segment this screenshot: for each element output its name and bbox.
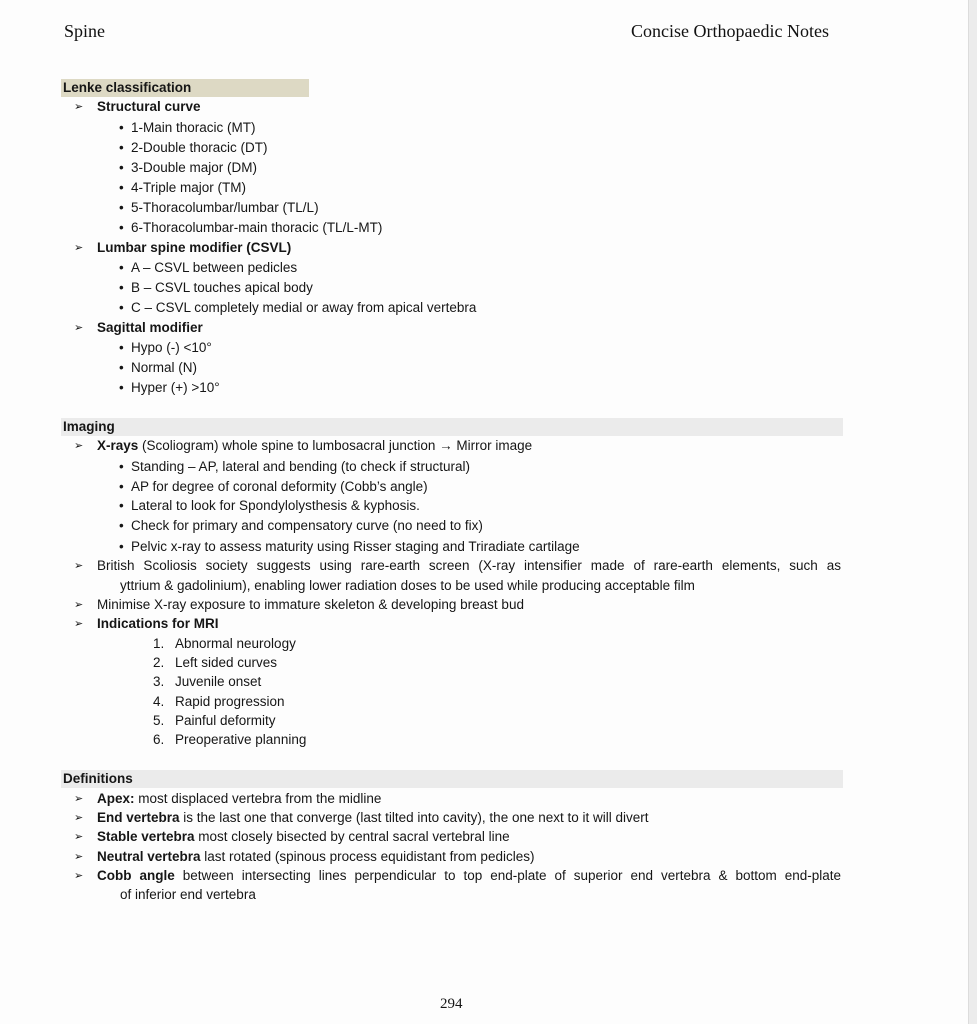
british-scoliosis-line: British Scoliosis society suggests using rare-earth screen (X-ray intensifier made of rare-earth elements, such as xyxy=(97,558,841,573)
arrow-bullet-icon: ➢ xyxy=(74,599,84,611)
list-item: • 3-Double major (DM) xyxy=(119,160,258,175)
bullet-icon: • xyxy=(119,220,124,235)
arrow-bullet-icon: ➢ xyxy=(74,618,84,630)
list-item: • Standing – AP, lateral and bending (to check if structural) xyxy=(119,459,470,474)
bullet-icon: • xyxy=(119,120,124,135)
bullet-icon: • xyxy=(119,459,124,474)
arrow-bullet-icon: ➢ xyxy=(74,242,84,254)
list-item: • Pelvic x-ray to assess maturity using Risser staging and Triradiate cartilage xyxy=(119,539,580,554)
list-item: • B – CSVL touches apical body xyxy=(119,280,313,295)
section-title-imaging: Imaging xyxy=(61,418,843,436)
bullet-icon: • xyxy=(119,360,124,375)
numbered-item: 1. Abnormal neurology xyxy=(153,636,296,651)
list-item: • Lateral to look for Spondylolysthesis & kyphosis. xyxy=(119,498,420,513)
bullet-icon: • xyxy=(119,479,124,494)
definition-apex: Apex: most displaced vertebra from the midline xyxy=(97,791,382,806)
bullet-icon: • xyxy=(119,340,124,355)
section-title-definitions: Definitions xyxy=(61,770,843,788)
arrow-bullet-icon: ➢ xyxy=(74,101,84,113)
list-item: • Hypo (-) <10° xyxy=(119,340,212,355)
arrow-bullet-icon: ➢ xyxy=(74,793,84,805)
sagittal-modifier-heading: Sagittal modifier xyxy=(97,320,203,335)
list-item: • 1-Main thoracic (MT) xyxy=(119,120,256,135)
definition-neutral-vertebra: Neutral vertebra last rotated (spinous process equidistant from pedicles) xyxy=(97,849,535,864)
bullet-icon: • xyxy=(119,160,124,175)
mri-indications-heading: Indications for MRI xyxy=(97,616,219,631)
definition-cobb-angle: Cobb angle between intersecting lines perpendicular to top end-plate of superior end vertebra & bottom end-plate xyxy=(97,868,842,883)
numbered-item: 4. Rapid progression xyxy=(153,694,285,709)
arrow-bullet-icon: ➢ xyxy=(74,322,84,334)
numbered-item: 2. Left sided curves xyxy=(153,655,278,670)
list-item: • 4-Triple major (TM) xyxy=(119,180,247,195)
bullet-icon: • xyxy=(119,260,124,275)
arrow-bullet-icon: ➢ xyxy=(74,870,84,882)
xrays-line: X-rays (Scoliogram) whole spine to lumbosacral junction → Mirror image xyxy=(97,438,533,453)
header-section-title: Spine xyxy=(64,21,106,41)
lumbar-modifier-heading: Lumbar spine modifier (CSVL) xyxy=(97,240,292,255)
list-item: • Normal (N) xyxy=(119,360,197,375)
arrow-bullet-icon: ➢ xyxy=(74,440,84,452)
numbered-item: 6. Preoperative planning xyxy=(153,732,307,747)
bullet-icon: • xyxy=(119,539,124,554)
arrow-bullet-icon: ➢ xyxy=(74,831,84,843)
bullet-icon: • xyxy=(119,280,124,295)
bullet-icon: • xyxy=(119,300,124,315)
structural-curve-heading: Structural curve xyxy=(97,99,201,114)
arrow-bullet-icon: ➢ xyxy=(74,851,84,863)
arrow-bullet-icon: ➢ xyxy=(74,812,84,824)
bullet-icon: • xyxy=(119,518,124,533)
bullet-icon: • xyxy=(119,180,124,195)
british-scoliosis-line-continued: yttrium & gadolinium), enabling lower radiation doses to be used while producing acceptable film xyxy=(120,578,695,593)
list-item: • 2-Double thoracic (DT) xyxy=(119,140,268,155)
list-item: • Hyper (+) >10° xyxy=(119,380,220,395)
arrow-bullet-icon: ➢ xyxy=(74,560,84,572)
bullet-icon: • xyxy=(119,380,124,395)
list-item: • A – CSVL between pedicles xyxy=(119,260,298,275)
header-book-title: Concise Orthopaedic Notes xyxy=(631,21,829,41)
page-number: 294 xyxy=(440,996,463,1012)
section-title-lenke: Lenke classification xyxy=(61,79,309,97)
page-edge xyxy=(968,0,977,1024)
numbered-item: 5. Painful deformity xyxy=(153,713,276,728)
bullet-icon: • xyxy=(119,140,124,155)
minimise-xray-line: Minimise X-ray exposure to immature skeleton & developing breast bud xyxy=(97,597,524,612)
definition-end-vertebra: End vertebra is the last one that converge (last tilted into cavity), the one next to it will divert xyxy=(97,810,649,825)
list-item: • 6-Thoracolumbar-main thoracic (TL/L-MT) xyxy=(119,220,383,235)
list-item: • Check for primary and compensatory curve (no need to fix) xyxy=(119,518,483,533)
list-item: • C – CSVL completely medial or away from apical vertebra xyxy=(119,300,477,315)
definition-stable-vertebra: Stable vertebra most closely bisected by central sacral vertebral line xyxy=(97,829,510,844)
list-item: • AP for degree of coronal deformity (Cobb’s angle) xyxy=(119,479,428,494)
bullet-icon: • xyxy=(119,200,124,215)
definition-cobb-angle-continued: of inferior end vertebra xyxy=(120,887,256,902)
numbered-item: 3. Juvenile onset xyxy=(153,674,262,689)
list-item: • 5-Thoracolumbar/lumbar (TL/L) xyxy=(119,200,319,215)
bullet-icon: • xyxy=(119,498,124,513)
